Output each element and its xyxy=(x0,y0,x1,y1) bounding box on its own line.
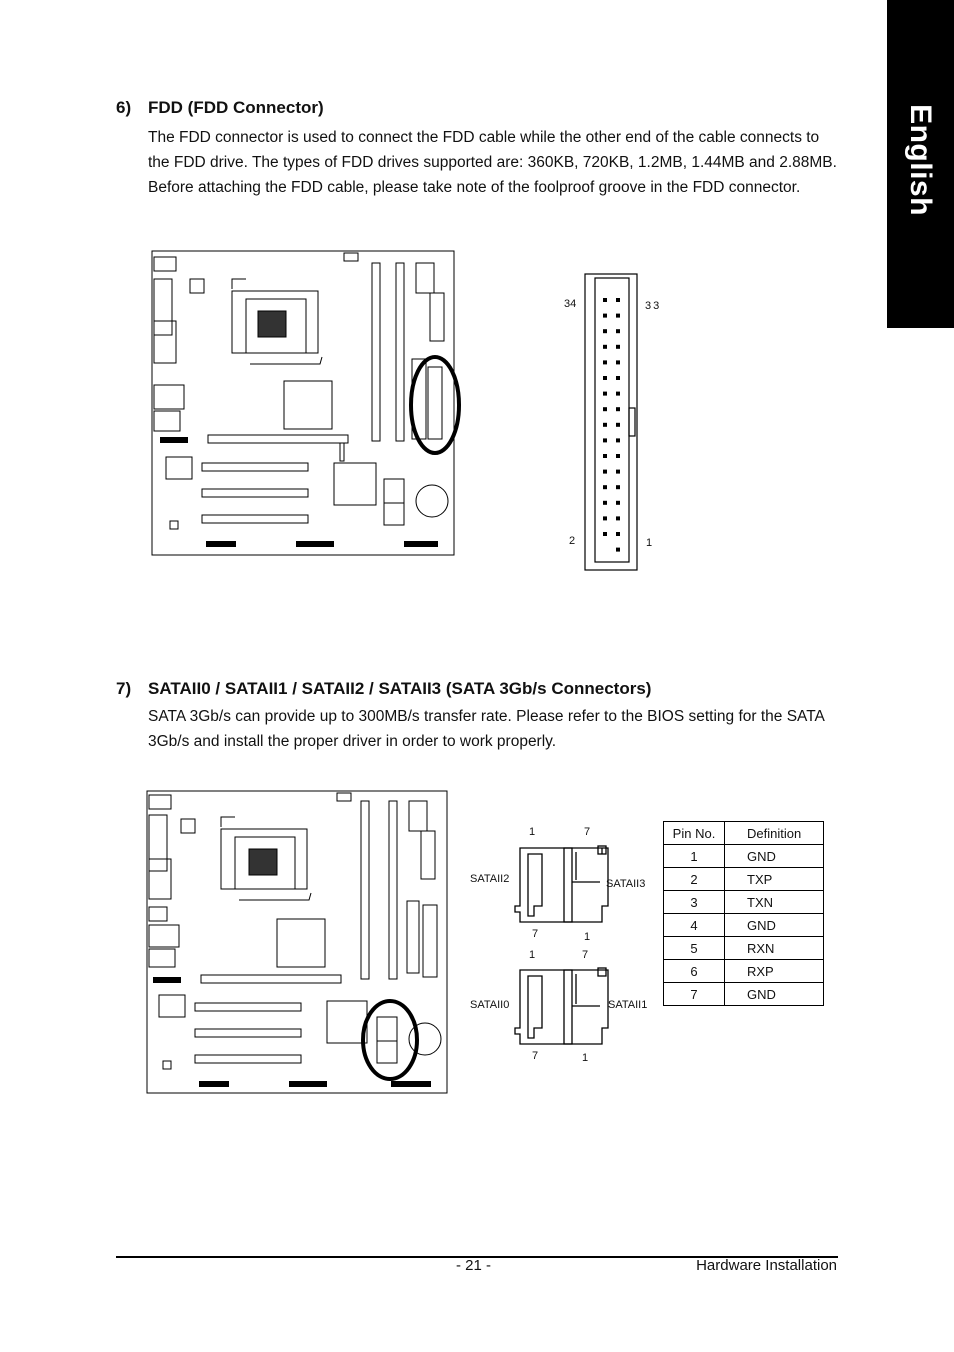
pin-definition: TXP xyxy=(725,868,824,891)
page-number: - 21 - xyxy=(456,1257,492,1274)
fdd-pin xyxy=(603,485,607,489)
fdd-pin xyxy=(616,360,620,364)
pin-number: 7 xyxy=(664,983,725,1006)
pin-definition: GND xyxy=(725,983,824,1006)
fdd-pin xyxy=(603,423,607,427)
table-row xyxy=(664,937,824,960)
table-row xyxy=(664,983,824,1006)
language-tab xyxy=(887,0,954,328)
section-heading-sata xyxy=(116,679,651,699)
fdd-pin xyxy=(616,485,620,489)
sata-pin-label: 1 xyxy=(584,931,591,943)
pin-definition: GND xyxy=(725,914,824,937)
fdd-pin xyxy=(616,329,620,333)
section-body-sata: SATA 3Gb/s can provide up to 300MB/s transfer rate. Please refer to the BIOS setting for the SATA 3Gb/s and install the proper driver in order to work properly. xyxy=(148,708,825,750)
fdd-connector-pinout xyxy=(583,272,643,572)
pin-number: 5 xyxy=(664,937,725,960)
pin-definition: GND xyxy=(725,845,824,868)
sata-port-label: SATAII3 xyxy=(606,878,646,890)
fdd-pin xyxy=(616,501,620,505)
table-row xyxy=(664,891,824,914)
fdd-pin-label: 33 xyxy=(645,300,662,312)
sata-port-label: SATAII0 xyxy=(470,999,510,1011)
table-row xyxy=(664,960,824,983)
pin-number: 3 xyxy=(664,891,725,914)
pin-number: 2 xyxy=(664,868,725,891)
fdd-pin xyxy=(603,298,607,302)
pin-definition: RXP xyxy=(725,960,824,983)
fdd-pin xyxy=(616,345,620,349)
fdd-pin-label: 34 xyxy=(564,298,577,310)
sata-pin-definition-table xyxy=(663,821,824,1006)
fdd-pin xyxy=(616,298,620,302)
fdd-pin-label: 2 xyxy=(569,535,576,547)
fdd-pin xyxy=(616,470,620,474)
table-header-definition: Definition xyxy=(725,822,824,845)
section-heading-fdd xyxy=(116,98,324,118)
fdd-pin xyxy=(616,423,620,427)
fdd-pin xyxy=(603,454,607,458)
fdd-pin xyxy=(616,407,620,411)
pin-number: 1 xyxy=(664,845,725,868)
sata-port-label: SATAII2 xyxy=(470,873,510,885)
table-header-row xyxy=(664,822,824,845)
fdd-pin xyxy=(603,392,607,396)
sata-pin-label: 1 xyxy=(582,1052,589,1064)
fdd-pin xyxy=(603,376,607,380)
fdd-pin xyxy=(616,532,620,536)
language-tab-label: English xyxy=(904,104,937,216)
fdd-pin xyxy=(603,532,607,536)
fdd-pin xyxy=(616,376,620,380)
fdd-pin xyxy=(616,314,620,318)
section-number: 6) xyxy=(116,98,132,117)
pin-definition: TXN xyxy=(725,891,824,914)
sata-pin-label: 1 xyxy=(529,949,536,961)
sata-connectors-diagram xyxy=(512,840,612,1050)
fdd-pin-label: 1 xyxy=(646,537,653,549)
fdd-pin xyxy=(616,438,620,442)
sata-pin-label: 7 xyxy=(584,826,591,838)
fdd-pin xyxy=(616,548,620,552)
fdd-pin xyxy=(603,470,607,474)
sata-pin-label: 1 xyxy=(529,826,536,838)
section-title: FDD (FDD Connector) xyxy=(148,98,324,117)
table-header-pin: Pin No. xyxy=(664,822,725,845)
fdd-pin xyxy=(616,516,620,520)
sata-port-label: SATAII1 xyxy=(608,999,648,1011)
fdd-pin xyxy=(603,407,607,411)
fdd-pin xyxy=(616,454,620,458)
sata-pin-label: 7 xyxy=(532,1050,539,1062)
fdd-pin xyxy=(603,345,607,349)
pin-definition: RXN xyxy=(725,937,824,960)
sata-pin-label: 7 xyxy=(582,949,589,961)
fdd-pin xyxy=(603,329,607,333)
fdd-pin xyxy=(603,516,607,520)
fdd-pin xyxy=(603,314,607,318)
motherboard-diagram-sata xyxy=(145,789,449,1095)
table-row xyxy=(664,845,824,868)
fdd-pin xyxy=(603,360,607,364)
table-row xyxy=(664,914,824,937)
section-number: 7) xyxy=(116,679,132,698)
footer-section-name: Hardware Installation xyxy=(696,1257,837,1274)
pin-number: 6 xyxy=(664,960,725,983)
fdd-pin xyxy=(616,392,620,396)
sata-pin-label: 7 xyxy=(532,928,539,940)
pin-number: 4 xyxy=(664,914,725,937)
fdd-pin xyxy=(603,501,607,505)
section-title: SATAII0 / SATAII1 / SATAII2 / SATAII3 (SATA 3Gb/s Connectors) xyxy=(148,679,652,698)
fdd-pin xyxy=(603,438,607,442)
section-body-fdd: The FDD connector is used to connect the FDD cable while the other end of the cable connects to the FDD drive. The types of FDD drives supported are: 360KB, 720KB, 1.2MB, 1.44MB and 2.88MB. Before attaching the FDD cable, please take note of the foolproof groove in the FDD connector. xyxy=(148,129,837,196)
table-row xyxy=(664,868,824,891)
motherboard-diagram-fdd xyxy=(150,249,456,557)
